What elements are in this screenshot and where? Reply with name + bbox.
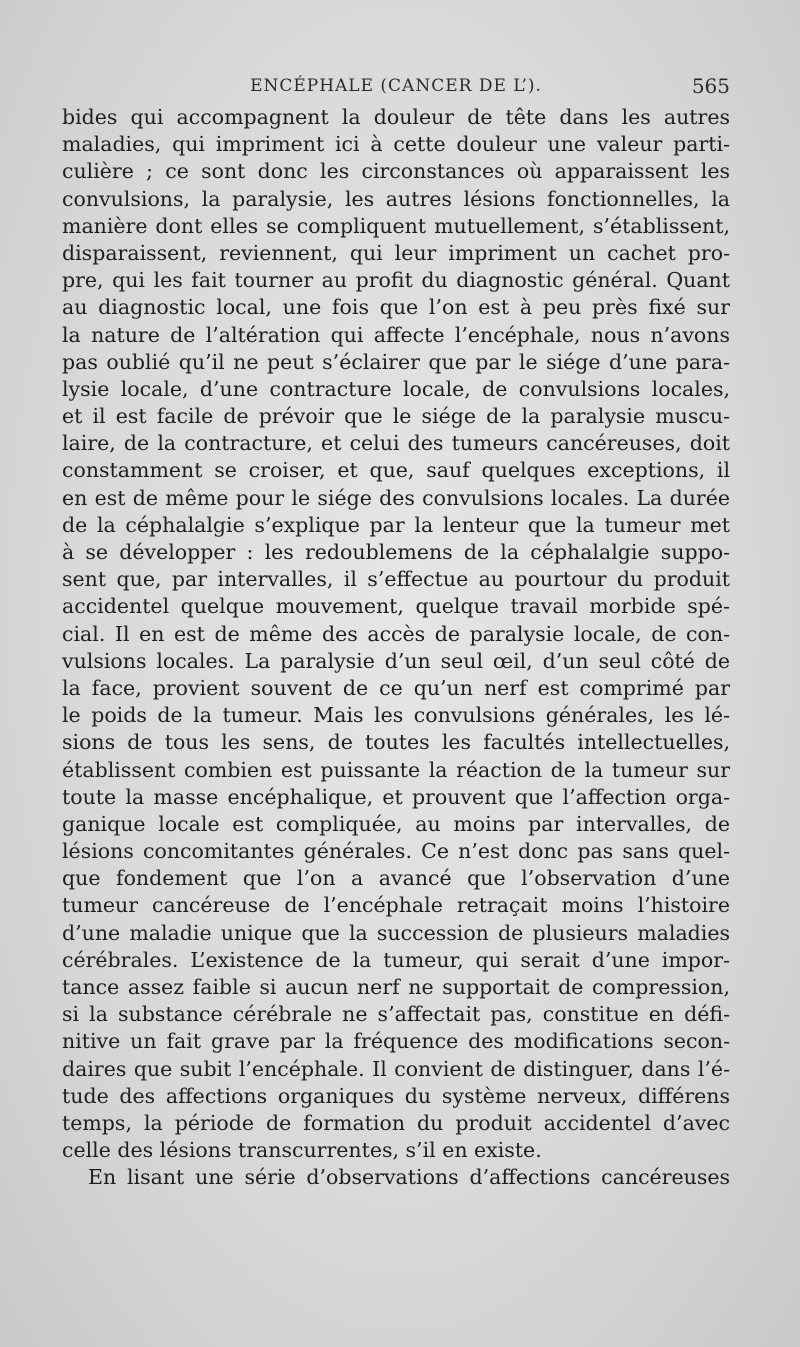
text-line: disparaissent, reviennent, qui leur impriment un cachet pro-	[62, 240, 730, 265]
text-line: laire, de la contracture, et celui des tumeurs cancéreuses, doit	[62, 431, 730, 456]
page-number: 565	[691, 74, 730, 98]
text-line: sions de tous les sens, de toutes les facultés intellectuelles,	[62, 730, 730, 755]
text-line: tude des affections organiques du système nerveux, différens	[62, 1083, 730, 1108]
text-line: bides qui accompagnent la douleur de tête dans les autres	[62, 105, 730, 129]
text-line: manière dont elles se compliquent mutuellement, s’établissent,	[62, 213, 730, 238]
text-line: tance assez faible si aucun nerf ne supportait de compression,	[62, 975, 730, 999]
text-line: de la céphalalgie s’explique par la lenteur que la tumeur met	[62, 512, 730, 537]
running-head-title: ENCÉPHALE (CANCER DE L’).	[250, 76, 542, 96]
text-line: à se développer : les redoublemens de la céphalalgie suppo-	[62, 540, 730, 564]
text-line: maladies, qui impriment ici à cette douleur une valeur parti-	[62, 132, 730, 157]
text-line: En lisant une série d’observations d’affections cancéreuses	[88, 1165, 730, 1190]
text-line: établissent combien est puissante la réaction de la tumeur sur	[62, 757, 730, 782]
text-line: constamment se croiser, et que, sauf quelques exceptions, il	[62, 458, 730, 483]
text-line: au diagnostic local, une fois que l’on est à peu près fixé sur	[62, 295, 730, 320]
text-line: pre, qui les fait tourner au profit du diagnostic général. Quant	[62, 268, 730, 293]
text-line: d’une maladie unique que la succession de plusieurs maladies	[62, 920, 730, 945]
text-line: si la substance cérébrale ne s’affectait pas, constitue en défi-	[62, 1002, 730, 1027]
text-line: sent que, par intervalles, il s’effectue au pourtour du produit	[62, 567, 730, 592]
text-line: que fondement que l’on a avancé que l’observation d’une	[62, 866, 730, 891]
text-line: vulsions locales. La paralysie d’un seul œil, d’un seul côté de	[62, 648, 730, 673]
text-line: le poids de la tumeur. Mais les convulsions générales, les lé-	[62, 703, 730, 728]
running-head	[62, 70, 730, 102]
text-line: celle des lésions transcurrentes, s’il en existe.	[62, 1138, 542, 1163]
text-line: tumeur cancéreuse de l’encéphale retraçait moins l’histoire	[62, 893, 730, 918]
text-line: cial. Il en est de même des accès de paralysie locale, de con-	[62, 621, 730, 646]
text-line: nitive un fait grave par la fréquence des modifications secon-	[62, 1029, 730, 1054]
text-line: lésions concomitantes générales. Ce n’est donc pas sans quel-	[62, 839, 730, 864]
text-line: accidentel quelque mouvement, quelque travail morbide spé-	[62, 594, 730, 619]
text-line: ganique locale est compliquée, au moins par intervalles, de	[62, 811, 730, 836]
text-line: la face, provient souvent de ce qu’un nerf est comprimé par	[62, 675, 730, 700]
text-line: toute la masse encéphalique, et prouvent que l’affection orga-	[62, 784, 730, 809]
text-line: daires que subit l’encéphale. Il convient de distinguer, dans l’é-	[62, 1056, 730, 1081]
text-line: lysie locale, d’une contracture locale, de convulsions locales,	[62, 376, 730, 401]
text-line: convulsions, la paralysie, les autres lésions fonctionnelles, la	[62, 186, 730, 211]
text-line: et il est facile de prévoir que le siége de la paralysie muscu-	[62, 404, 730, 429]
text-line: temps, la période de formation du produit accidentel d’avec	[62, 1110, 730, 1135]
text-line: en est de même pour le siége des convulsions locales. La durée	[62, 485, 730, 510]
text-line: cérébrales. L’existence de la tumeur, qui serait d’une impor-	[62, 947, 730, 972]
text-line: pas oublié qu’il ne peut s’éclairer que par le siége d’une para-	[62, 349, 730, 374]
text-line: culière ; ce sont donc les circonstances où apparaissent les	[62, 159, 730, 184]
body-text	[62, 104, 730, 1192]
text-line: la nature de l’altération qui affecte l’encéphale, nous n’avons	[62, 322, 730, 347]
